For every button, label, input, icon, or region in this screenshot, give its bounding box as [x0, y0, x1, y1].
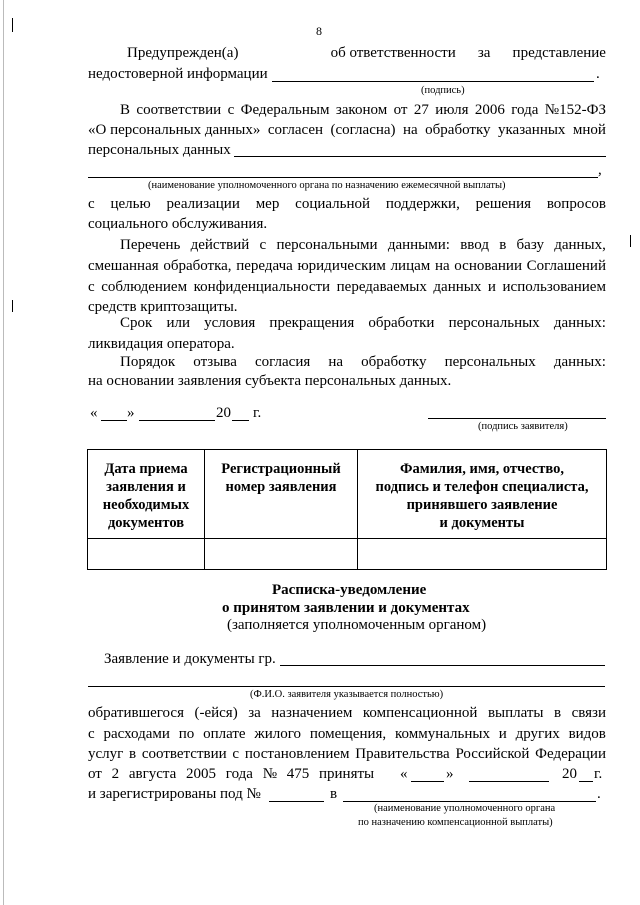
- text-fragment: и документы: [439, 515, 525, 531]
- text-fragment: Перечень: [120, 237, 181, 253]
- text-fragment: соответствии: [136, 102, 222, 118]
- scan-mark: [630, 235, 631, 247]
- text-fragment: с: [232, 746, 240, 762]
- receipt-day-blank[interactable]: [411, 781, 444, 782]
- consent-line-6: социального обслуживания.: [88, 216, 268, 232]
- text-fragment: «О персональных данных»: [88, 122, 261, 138]
- warning-line-2: недостоверной информации: [88, 66, 268, 82]
- table-header-row: [88, 450, 607, 539]
- text-fragment: видов: [568, 726, 606, 742]
- text-fragment: в: [499, 237, 507, 253]
- text-fragment: В: [120, 102, 131, 118]
- text-fragment: оплате: [203, 726, 246, 742]
- receipt-year-blank[interactable]: [579, 781, 593, 782]
- text-fragment: номер заявления: [225, 479, 337, 495]
- text-fragment: юридическим: [297, 258, 386, 274]
- text-fragment: расходами: [103, 726, 170, 742]
- text-fragment: .: [597, 786, 601, 802]
- text-fragment: назначением: [271, 705, 353, 721]
- text-fragment: Фамилия, имя, отчество,: [400, 461, 564, 477]
- text-fragment: других: [515, 726, 560, 742]
- text-fragment: базу: [516, 237, 544, 253]
- text-fragment: необходимых: [102, 497, 190, 513]
- actions-line-1: [120, 237, 606, 254]
- text-fragment: персональных: [448, 315, 540, 331]
- text-fragment: на: [328, 354, 344, 370]
- header-date: [88, 450, 205, 539]
- text-fragment: об ответственности: [330, 45, 456, 61]
- text-fragment: заявления и: [106, 479, 186, 495]
- text-fragment: основании: [454, 258, 522, 274]
- date-month-blank[interactable]: [139, 420, 215, 421]
- text-fragment: целью: [110, 196, 151, 212]
- term-line-1: [120, 315, 606, 332]
- applicant-signature-blank[interactable]: [428, 418, 606, 419]
- receipt-body-5: и зарегистрированы под №: [88, 786, 261, 802]
- text-fragment: согласен: [267, 122, 324, 138]
- text-fragment: помещения,: [309, 726, 387, 742]
- text-fragment: данных:: [553, 354, 606, 370]
- applicant-name-blank-2[interactable]: [88, 686, 605, 687]
- text-fragment: персональными: [276, 237, 378, 253]
- text-fragment: постановлением: [244, 746, 350, 762]
- text-fragment: связи: [571, 705, 606, 721]
- text-fragment: обработку: [361, 354, 427, 370]
- text-fragment: на: [434, 258, 450, 274]
- consent-line-5: [88, 196, 606, 213]
- text-fragment: г.: [594, 766, 603, 782]
- text-fragment: Соглашений: [526, 258, 606, 274]
- cell-date[interactable]: [88, 539, 205, 570]
- text-fragment: (-ейся): [194, 705, 238, 721]
- actions-line-4: средств криптозащиты.: [88, 299, 238, 315]
- text-fragment: .: [596, 66, 600, 82]
- text-fragment: и: [487, 279, 496, 295]
- text-fragment: лицам: [390, 258, 431, 274]
- authority-blank-1[interactable]: [234, 156, 606, 157]
- text-fragment: №152-ФЗ: [544, 102, 606, 118]
- receipt-subtitle: (заполняется уполномоченным органом): [227, 617, 487, 633]
- text-fragment: за: [248, 705, 261, 721]
- table-row: [88, 539, 607, 570]
- text-fragment: Регистрационный: [221, 461, 341, 477]
- text-fragment: передаваемых: [336, 279, 427, 295]
- authority-caption: (наименование уполномоченного органа по назначению ежемесячной выплаты): [148, 180, 506, 191]
- text-fragment: подпись и телефон специалиста,: [375, 479, 589, 495]
- text-fragment: »: [446, 766, 454, 782]
- actions-line-2: [88, 258, 606, 275]
- text-fragment: обработку: [425, 122, 491, 138]
- text-fragment: Срок: [120, 315, 153, 331]
- text-fragment: с: [88, 726, 95, 742]
- actions-line-3: [88, 279, 606, 296]
- text-fragment: условия: [204, 315, 256, 331]
- text-fragment: персональных: [444, 354, 536, 370]
- revoke-line-1: [120, 354, 606, 371]
- text-fragment: «: [400, 766, 408, 782]
- text-fragment: соблюдением: [101, 279, 188, 295]
- authority-blank-2[interactable]: [88, 177, 598, 178]
- text-fragment: услуг: [88, 746, 124, 762]
- text-fragment: 20: [562, 766, 577, 782]
- text-fragment: июля: [435, 102, 469, 118]
- applicant-name-blank-1[interactable]: [280, 665, 605, 666]
- text-fragment: социальной: [295, 196, 371, 212]
- text-fragment: ввод: [460, 237, 489, 253]
- text-fragment: Федеральным: [240, 102, 330, 118]
- text-fragment: на: [403, 122, 418, 138]
- text-fragment: компенсационной: [362, 705, 478, 721]
- text-fragment: отзыва: [193, 354, 237, 370]
- text-fragment: законом: [335, 102, 388, 118]
- text-fragment: г.: [253, 405, 262, 421]
- text-fragment: обработки: [368, 315, 435, 331]
- text-fragment: коммунальных: [394, 726, 490, 742]
- date-day-blank[interactable]: [101, 420, 127, 421]
- text-fragment: решения: [475, 196, 531, 212]
- text-fragment: 27: [413, 102, 429, 118]
- text-fragment: Федерации: [535, 746, 606, 762]
- text-fragment: передача: [236, 258, 293, 274]
- text-fragment: выплаты: [487, 705, 544, 721]
- text-fragment: с: [227, 102, 235, 118]
- text-fragment: в: [554, 705, 562, 721]
- text-fragment: (согласна): [330, 122, 396, 138]
- text-fragment: обработка,: [163, 258, 232, 274]
- text-fragment: конфиденциальности: [193, 279, 331, 295]
- header-reg-number: [205, 450, 358, 539]
- date-year-blank[interactable]: [232, 420, 249, 421]
- text-fragment: »: [127, 405, 135, 421]
- receipt-body-3: [88, 746, 606, 763]
- cell-specialist[interactable]: [358, 539, 607, 570]
- signature-caption: (подпись): [421, 85, 465, 96]
- text-fragment: мной: [572, 122, 606, 138]
- text-fragment: года: [511, 102, 539, 118]
- text-fragment: данных:: [553, 315, 606, 331]
- text-fragment: данными:: [387, 237, 450, 253]
- applicant-signature-caption: (подпись заявителя): [478, 421, 568, 432]
- receipt-month-blank[interactable]: [469, 781, 549, 782]
- registration-table: [87, 449, 607, 570]
- receipt-title-2: о принятом заявлении и документах: [222, 600, 470, 616]
- text-fragment: данных,: [554, 237, 606, 253]
- text-fragment: соответствии: [141, 746, 227, 762]
- receipt-authority-blank[interactable]: [343, 801, 596, 802]
- term-line-2: ликвидация оператора.: [88, 336, 235, 352]
- text-fragment: 20: [216, 405, 231, 421]
- text-fragment: от: [393, 102, 408, 118]
- text-fragment: с: [259, 237, 267, 253]
- consent-line-1: [120, 102, 606, 119]
- text-fragment: за: [477, 45, 491, 61]
- header-specialist: [358, 450, 607, 539]
- text-fragment: или: [166, 315, 190, 331]
- text-fragment: ,: [598, 162, 602, 178]
- scan-mark: [12, 300, 13, 312]
- text-fragment: в: [129, 746, 137, 762]
- text-fragment: документов: [107, 515, 185, 531]
- scan-mark: [12, 18, 13, 32]
- receipt-authority-caption-1: (наименование уполномоченного органа: [374, 803, 556, 814]
- scan-edge-left: [3, 0, 4, 905]
- text-fragment: вопросов: [546, 196, 606, 212]
- text-fragment: принявшего заявление: [406, 497, 558, 513]
- signature-blank[interactable]: [272, 81, 594, 82]
- text-fragment: Российской: [455, 746, 530, 762]
- text-fragment: Порядок: [120, 354, 176, 370]
- revoke-line-2: на основании заявления субъекта персональных данных.: [88, 373, 452, 389]
- receipt-line-1: Заявление и документы гр.: [104, 651, 276, 667]
- text-fragment: с: [88, 279, 95, 295]
- text-fragment: жилого: [254, 726, 302, 742]
- receipt-body-4: от 2 августа 2005 года № 475 приняты: [88, 766, 375, 782]
- text-fragment: «: [90, 405, 98, 421]
- text-fragment: по: [178, 726, 195, 742]
- text-fragment: с: [88, 196, 95, 212]
- receipt-body-1: [88, 705, 606, 722]
- text-fragment: указанных: [498, 122, 566, 138]
- text-fragment: данных: [433, 279, 482, 295]
- text-fragment: смешанная: [88, 258, 159, 274]
- text-fragment: Дата приема: [104, 461, 188, 477]
- consent-line-3: персональных данных: [88, 142, 231, 158]
- page-number: 8: [316, 24, 322, 38]
- receipt-title-1: Расписка-уведомление: [272, 582, 427, 598]
- text-fragment: в: [330, 786, 338, 802]
- receipt-body-2: [88, 726, 606, 743]
- text-fragment: Предупрежден(а): [127, 45, 239, 61]
- text-fragment: обратившегося: [88, 705, 184, 721]
- cell-reg-number[interactable]: [205, 539, 358, 570]
- applicant-name-caption: (Ф.И.О. заявителя указывается полностью): [250, 689, 444, 700]
- text-fragment: поддержки,: [385, 196, 460, 212]
- text-fragment: представление: [512, 45, 606, 61]
- text-fragment: и: [498, 726, 507, 742]
- consent-line-2: [88, 122, 606, 139]
- text-fragment: согласия: [254, 354, 311, 370]
- text-fragment: действий: [190, 237, 250, 253]
- text-fragment: Правительства: [355, 746, 450, 762]
- reg-number-blank[interactable]: [269, 801, 324, 802]
- text-fragment: мер: [255, 196, 280, 212]
- receipt-authority-caption-2: по назначению компенсационной выплаты): [358, 817, 553, 828]
- text-fragment: реализации: [166, 196, 240, 212]
- text-fragment: использованием: [502, 279, 606, 295]
- warning-line-1: [127, 45, 606, 62]
- text-fragment: 2006: [474, 102, 505, 118]
- text-fragment: прекращения: [269, 315, 355, 331]
